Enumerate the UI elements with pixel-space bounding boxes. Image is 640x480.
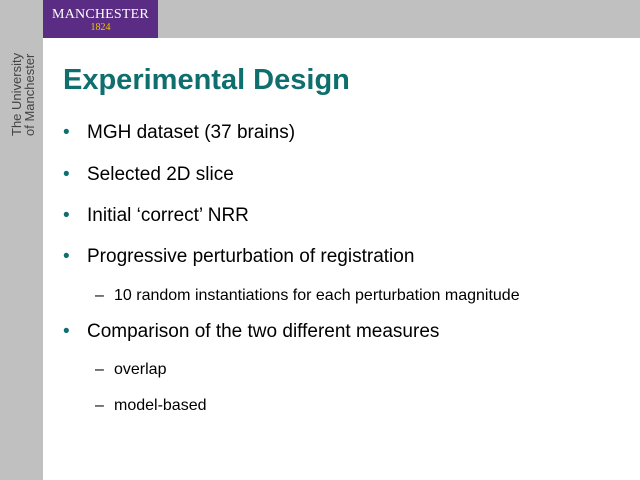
bullet-icon: • xyxy=(63,246,70,267)
dash-icon: – xyxy=(95,287,104,304)
bullet-text: MGH dataset (37 brains) xyxy=(87,122,296,143)
bullet-text: Selected 2D slice xyxy=(87,164,234,185)
logo-wordmark: MANCHESTER xyxy=(52,7,149,22)
side-label-line2: of Manchester xyxy=(22,53,37,136)
side-label-line1: The University xyxy=(9,52,24,136)
logo-year: 1824 xyxy=(90,22,111,33)
bullet-text: Comparison of the two different measures xyxy=(87,321,440,342)
dash-icon: – xyxy=(95,361,104,378)
university-side-label xyxy=(10,26,36,136)
sub-bullet-text: overlap xyxy=(114,361,167,378)
bullet-text: Initial ‘correct’ NRR xyxy=(87,205,249,226)
dash-icon: – xyxy=(95,397,104,414)
bullet-text: Progressive perturbation of registration xyxy=(87,246,415,267)
bullet-icon: • xyxy=(63,205,70,226)
bullet-icon: • xyxy=(63,122,70,143)
slide-title: Experimental Design xyxy=(63,64,350,96)
sub-bullet-text: model-based xyxy=(114,397,207,414)
bullet-icon: • xyxy=(63,164,70,185)
university-logo xyxy=(43,0,158,38)
sub-bullet-text: 10 random instantiations for each perturbation magnitude xyxy=(114,287,520,304)
bullet-icon: • xyxy=(63,321,70,342)
